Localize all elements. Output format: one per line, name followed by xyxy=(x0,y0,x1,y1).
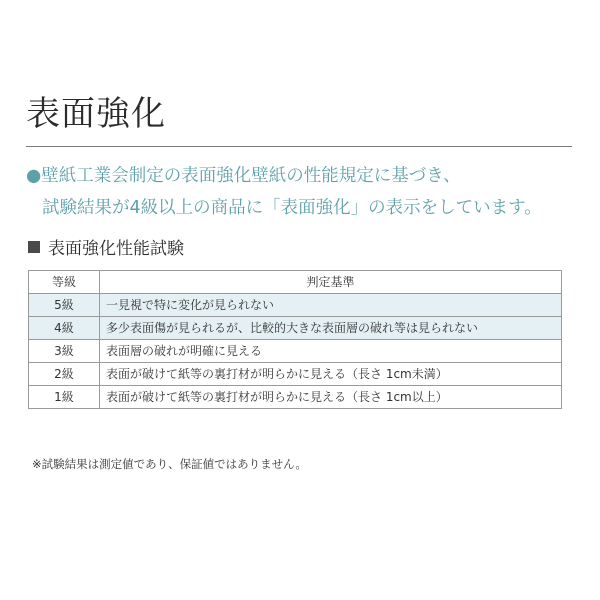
table-row xyxy=(29,317,562,340)
intro-line-1-text: 壁紙工業会制定の表面強化壁紙の性能規定に基づき、 xyxy=(41,166,461,186)
bullet-dot-icon: ● xyxy=(26,166,42,186)
grade-cell: 3級 xyxy=(29,340,100,363)
grade-table xyxy=(28,270,562,409)
criteria-cell: 表面が破けて紙等の裏打材が明らかに見える（長さ 1cm未満） xyxy=(100,363,562,386)
intro-text xyxy=(26,160,586,224)
page-title: 表面強化 xyxy=(26,94,166,134)
table-row xyxy=(29,340,562,363)
section-heading-text: 表面強化性能試験 xyxy=(48,239,184,259)
header-criteria: 判定基準 xyxy=(100,271,562,294)
intro-line-1 xyxy=(26,160,586,192)
criteria-cell: 表面層の破れが明確に見える xyxy=(100,340,562,363)
square-bullet-icon xyxy=(28,241,40,253)
title-divider xyxy=(26,146,572,147)
grade-cell: 4級 xyxy=(29,317,100,340)
table-row xyxy=(29,294,562,317)
table-row xyxy=(29,363,562,386)
grade-cell: 2級 xyxy=(29,363,100,386)
header-grade: 等級 xyxy=(29,271,100,294)
footnote: ※試験結果は測定値であり、保証値ではありません。 xyxy=(32,457,307,471)
criteria-cell: 多少表面傷が見られるが、比較的大きな表面層の破れ等は見られない xyxy=(100,317,562,340)
table-row xyxy=(29,386,562,409)
section-heading xyxy=(28,236,184,262)
grade-cell: 1級 xyxy=(29,386,100,409)
grade-cell: 5級 xyxy=(29,294,100,317)
criteria-cell: 一見視で特に変化が見られない xyxy=(100,294,562,317)
intro-line-2: 試験結果が4級以上の商品に「表面強化」の表示をしています。 xyxy=(42,198,542,218)
criteria-cell: 表面が破けて紙等の裏打材が明らかに見える（長さ 1cm以上） xyxy=(100,386,562,409)
table-header-row xyxy=(29,271,562,294)
